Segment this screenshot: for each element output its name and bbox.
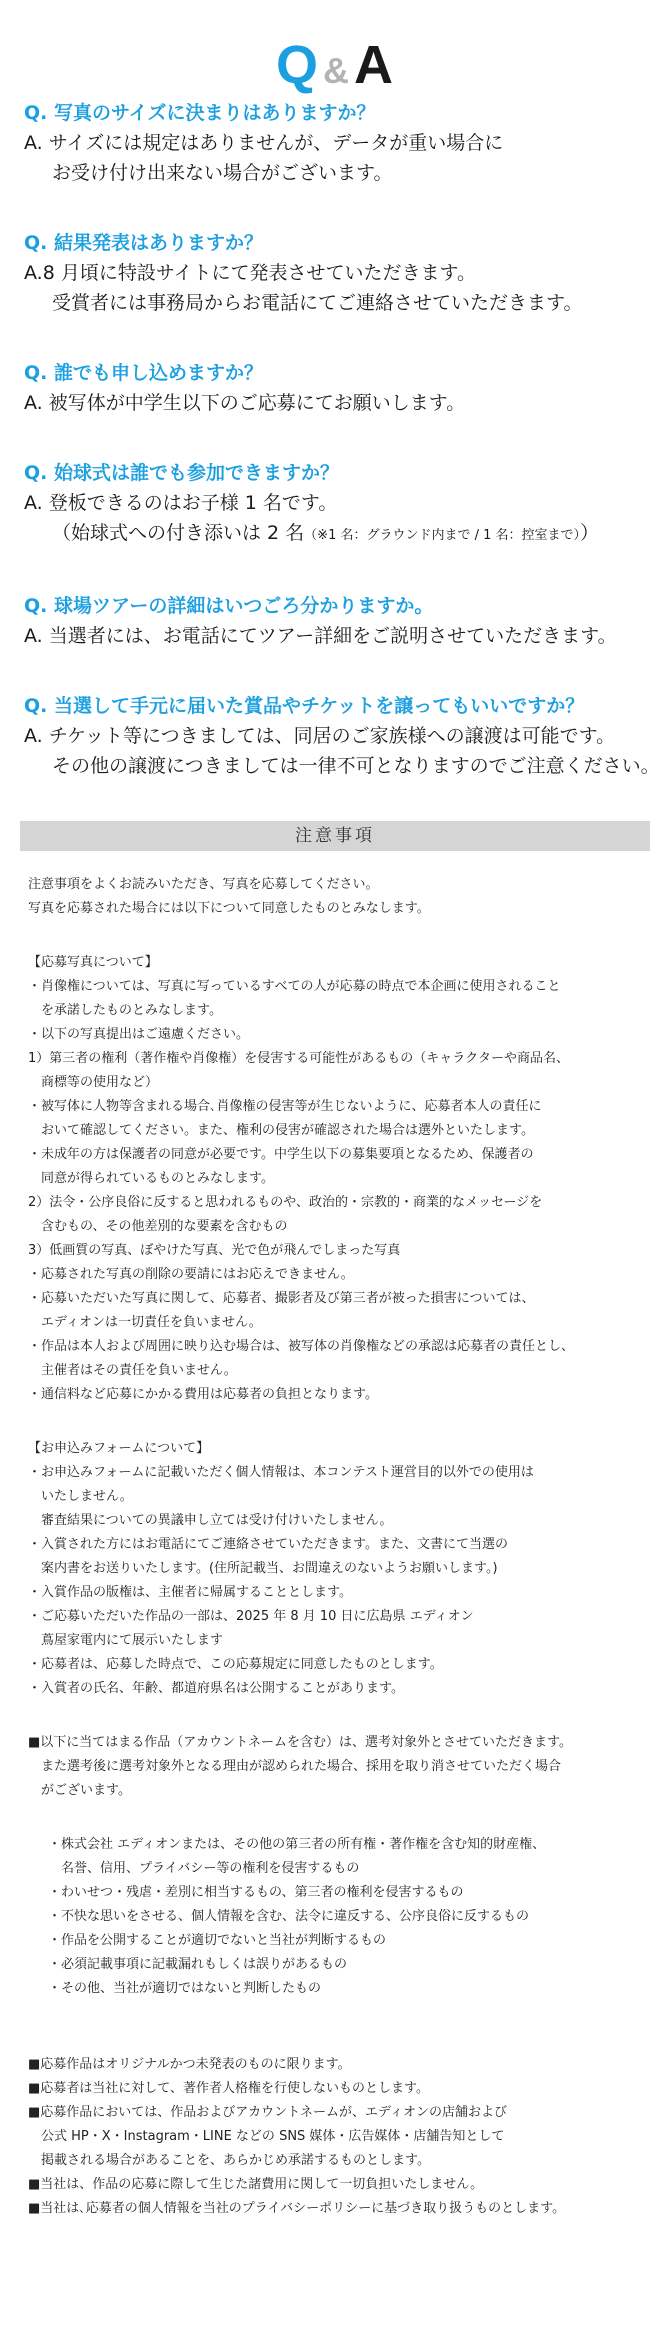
rule-line: 3）低画質の写真、ぼやけた写真、光で色が飛んでしまった写真 — [28, 1243, 401, 1258]
qa-title-q: Q — [275, 35, 319, 95]
rule-line: ・応募者は、応募した時点で、この応募規定に同意したものとします。 — [28, 1657, 443, 1672]
answer — [24, 258, 650, 318]
exclusion-item: ・その他、当社が適切ではないと判断したもの — [48, 1981, 322, 1996]
exclusion-item: ・必須記載事項に記載漏れもしくは誤りがあるもの — [48, 1957, 348, 1972]
section-heading-photo: 【応募写真について】 — [28, 955, 158, 970]
intro-line: 写真を応募された場合には以下について同意したものとみなします。 — [28, 901, 430, 916]
qa-item — [20, 358, 650, 418]
rule-line: エディオンは一切責任を負いません。 — [28, 1315, 262, 1330]
rule-line: ・応募された写真の削除の要請にはお応えできません。 — [28, 1267, 354, 1282]
question: Q. 当選して手元に届いた賞品やチケットを譲ってもいいですか？ — [24, 695, 585, 717]
form-rules — [28, 1461, 642, 1701]
exclusion-lead — [28, 1731, 642, 1803]
answer-text: （始球式への付き添いは 2 名 — [52, 522, 305, 544]
rule-line: ・肖像権については、写真に写っているすべての人が応募の時点で本企画に使用されること — [28, 979, 561, 994]
rule-line: 同意が得られているものとみなします。 — [28, 1171, 274, 1186]
qa-item — [20, 98, 650, 188]
rule-line: 審査結果についての異議申し立ては受け付けいたしません。 — [28, 1513, 393, 1528]
qa-item — [20, 458, 650, 551]
rule-line: 蔦屋家電内にて展示いたします — [28, 1633, 224, 1648]
term-line: ■当社は､応募者の個人情報を当社のプライバシーポリシーに基づき取り扱うものとします。 — [28, 2201, 566, 2216]
qa-title — [20, 0, 650, 98]
question: Q. 球場ツアーの詳細はいつごろ分かりますか。 — [24, 595, 434, 617]
rule-line: ・以下の写真提出はご遠慮ください。 — [28, 1027, 250, 1042]
rule-line: ・応募いただいた写真に関して、応募者、撮影者及び第三者が被った損害については、 — [28, 1291, 535, 1306]
rule-line: ■以下に当てはまる作品（アカウントネームを含む）は、選考対象外とさせていただきます。 — [28, 1735, 572, 1750]
rule-line: 案内書をお送りいたします。(住所記載当、お間違えのないようお願いします。) — [28, 1561, 498, 1576]
rule-line: 主催者はその責任を負いません。 — [28, 1363, 237, 1378]
answer — [24, 388, 650, 418]
rule-line: また選考後に選考対象外となる理由が認められた場合、採用を取り消させていただく場合 — [28, 1759, 562, 1774]
rule-line: ・作品は本人および周囲に映り込む場合は、被写体の肖像権などの承認は応募者の責任とし、 — [28, 1339, 575, 1354]
rule-line: ・入賞された方にはお電話にてご連絡させていただきます。また、文書にて当選の — [28, 1537, 508, 1552]
qa-list — [20, 98, 660, 781]
rule-line: おいて確認してください。また、権利の侵害が確認された場合は選外といたします。 — [28, 1123, 534, 1138]
qa-title-amp: & — [323, 50, 350, 91]
rule-line: 2）法令・公序良俗に反すると思われるものや、政治的・宗教的・商業的なメッセージを — [28, 1195, 543, 1210]
section-heading-form: 【お申込みフォームについて】 — [28, 1441, 210, 1456]
rule-line: 1）第三者の権利（著作権や肖像権）を侵害する可能性があるもの（キャラクターや商品名、 — [28, 1051, 570, 1066]
answer-line: A. 被写体が中学生以下のご応募にてお願いします。 — [24, 392, 466, 414]
term-line: ■応募作品においては、作品およびアカウントネームが、エディオンの店舗および — [28, 2105, 507, 2120]
rule-line: ・通信料など応募にかかる費用は応募者の負担となります。 — [28, 1387, 378, 1402]
final-terms — [28, 2053, 642, 2221]
qa-item — [20, 691, 660, 781]
term-line: ■応募作品はオリジナルかつ未発表のものに限ります。 — [28, 2057, 351, 2072]
answer-note: （※1 名：グラウンド内まで / 1 名：控室まで） — [304, 528, 581, 543]
rule-line: ・被写体に人物等含まれる場合､肖像権の侵害等が生じないように、応募者本人の責任に — [28, 1099, 542, 1114]
term-line: 掲載される場合があることを、あらかじめ承諾するものとします。 — [28, 2153, 430, 2168]
answer — [24, 721, 660, 781]
rule-line: ・ご応募いただいた作品の一部は、2025 年 8 月 10 日に広島県 エディオン — [28, 1609, 474, 1624]
exclusion-item: ・作品を公開することが適切でないと当社が判断するもの — [48, 1933, 387, 1948]
qa-title-a: A — [354, 35, 394, 95]
rule-line: ・入賞者の氏名、年齢、都道府県名は公開することがあります。 — [28, 1681, 404, 1696]
term-line: ■当社は、作品の応募に際して生じた諸費用に関して一切負担いたしません。 — [28, 2177, 484, 2192]
question: Q. 結果発表はありますか？ — [24, 232, 263, 254]
question: Q. 誰でも申し込めますか？ — [24, 362, 263, 384]
rule-line: 商標等の使用など） — [28, 1075, 159, 1090]
exclusion-item: ・株式会社 エディオンまたは、その他の第三者の所有権・著作権を含む知的財産権、 — [48, 1837, 546, 1852]
answer — [24, 621, 650, 651]
rule-line: 含むもの、その他差別的な要素を含むもの — [28, 1219, 288, 1234]
rule-line: ・お申込みフォームに記載いただく個人情報は、本コンテスト運営目的以外での使用は — [28, 1465, 534, 1480]
rule-line: がございます。 — [28, 1783, 131, 1798]
qa-item — [20, 591, 650, 651]
term-line: 公式 HP・X・Instagram・LINE などの SNS 媒体・広告媒体・店舗告知として — [28, 2129, 505, 2144]
intro-line: 注意事項をよくお読みいただき、写真を応募してください。 — [28, 877, 379, 892]
exclusion-list — [28, 1833, 642, 2001]
qa-item — [20, 228, 650, 318]
rule-line: ・未成年の方は保護者の同意が必要です。中学生以下の募集要項となるため、保護者の — [28, 1147, 534, 1162]
rule-line: を承諾したものとみなします。 — [28, 1003, 222, 1018]
answer-line: A. 当選者には、お電話にてツアー詳細をご説明させていただきます。 — [24, 625, 617, 647]
exclusion-item: ・不快な思いをさせる、個人情報を含む、法令に違反する、公序良俗に反するもの — [48, 1909, 530, 1924]
question: Q. 写真のサイズに決まりはありますか？ — [24, 102, 376, 124]
answer-line: A. サイズには規定はありませんが、データが重い場合に — [24, 132, 504, 154]
exclusion-item: 名誉、信用、プライバシー等の権利を侵害するもの — [48, 1861, 360, 1876]
question: Q. 始球式は誰でも参加できますか？ — [24, 462, 339, 484]
answer — [24, 128, 650, 188]
term-line: ■応募者は当社に対して、著作者人格権を行使しないものとします。 — [28, 2081, 429, 2096]
answer-text: ） — [580, 522, 600, 544]
notice-body — [20, 851, 650, 2221]
answer-line: お受け付け出来ない場合がございます。 — [52, 162, 393, 184]
answer-line: その他の譲渡につきましては一律不可となりますのでご注意ください。 — [52, 755, 660, 777]
answer — [24, 488, 650, 551]
answer-line — [24, 518, 650, 551]
rule-line: ・入賞作品の版権は、主催者に帰属することとします。 — [28, 1585, 352, 1600]
answer-line: A.8 月頃に特設サイトにて発表させていただきます。 — [24, 262, 476, 284]
answer-line: 受賞者には事務局からお電話にてご連絡させていただきます。 — [52, 292, 583, 314]
answer-line: A. チケット等につきましては、同居のご家族様への譲渡は可能です。 — [24, 725, 616, 747]
exclusion-item: ・わいせつ・残虐・差別に相当するもの、第三者の権利を侵害するもの — [48, 1885, 464, 1900]
photo-rules — [28, 975, 642, 1407]
notice-heading: 注意事項 — [20, 821, 650, 851]
rule-line: いたしません。 — [28, 1489, 133, 1504]
answer-line: A. 登板できるのはお子様 1 名です。 — [24, 492, 338, 514]
